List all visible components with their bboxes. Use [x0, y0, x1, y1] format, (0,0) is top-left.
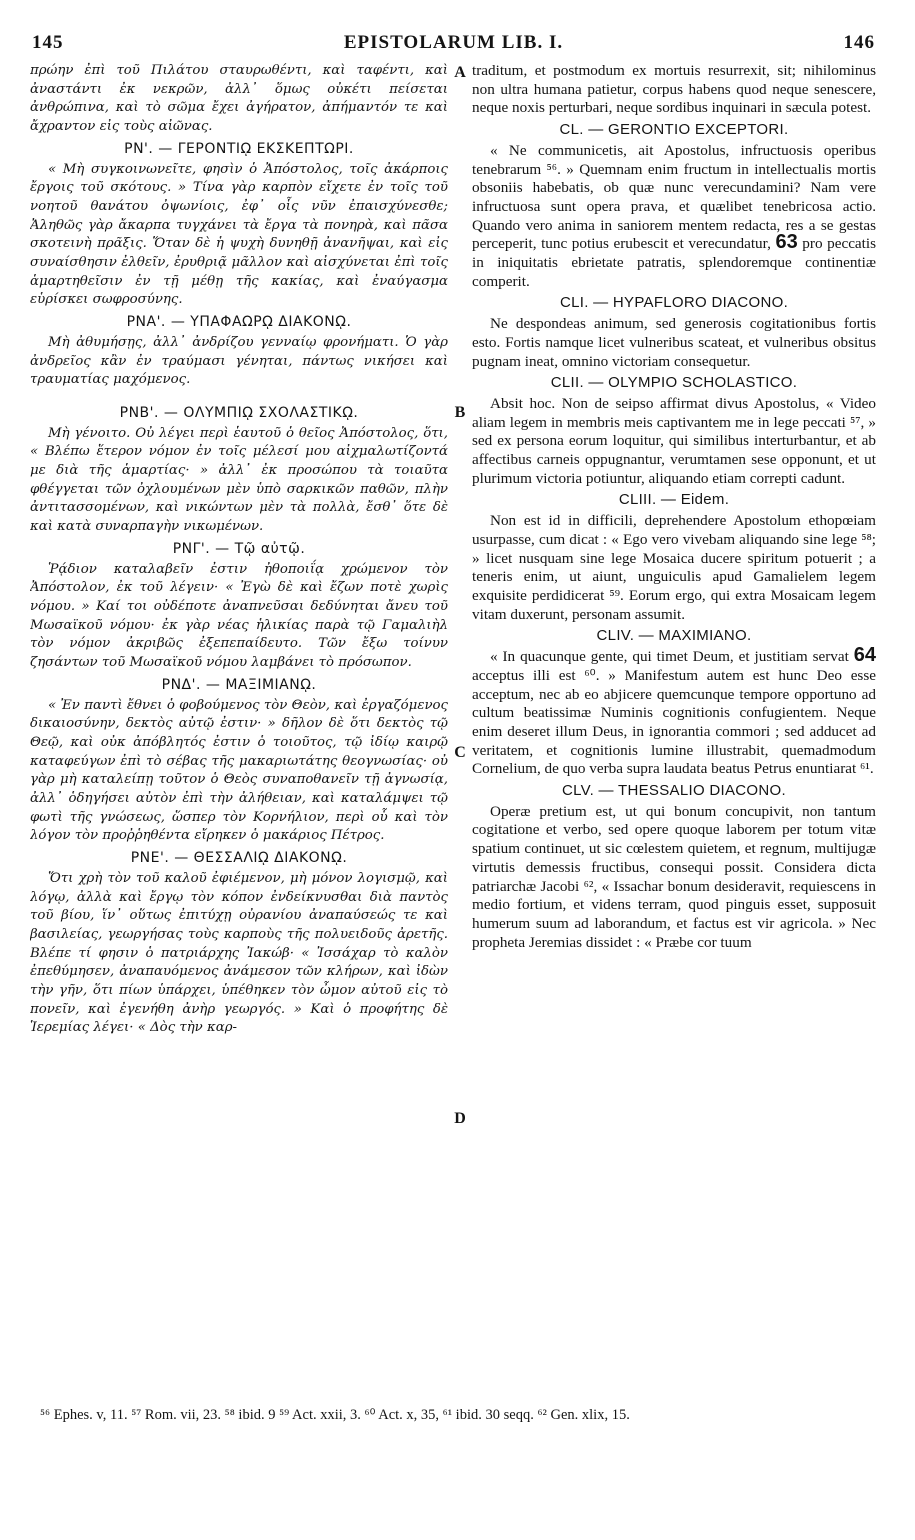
greek-letter-body: Μὴ γένοιτο. Οὐ λέγει περὶ ἑαυτοῦ ὁ θεῖος Ἀπόστολος, ὅτι, « Βλέπω ἕτερον νόμον ἐν τοῖς μέλεσί μου αἰχμαλωτίζοντά με διὰ τῆς ἁμαρτίας· » ἀλλ᾽ ἐκ προσώπου τὰ τοιαῦτα φθέγγεται τῶν ὀχλουμένων μὲν ὑπὸ σαρκικῶν παθῶν, πλὴν ἀντιτασσομένων, καὶ νικώντων μὲν τὰ πολλὰ, ἔσθ᾽ ὅτε δὲ καὶ κατὰ συναρπαγὴν νικωμένων. [30, 425, 448, 535]
greek-letter-heading: ΡΝΒ'. — ΟΛΥΜΠΙῼ ΣΧΟΛΑΣΤΙΚῼ. [119, 404, 359, 421]
greek-letter-heading: ΡΝ'. — ΓΕΡΟΝΤΙῼ ΕΚΣΚΕΠΤΩΡΙ. [124, 140, 354, 157]
greek-letter-heading: ΡΝΔ'. — ΜΑΞΙΜΙΑΝῼ. [161, 676, 317, 693]
page-number-right: 146 [843, 32, 875, 53]
latin-intro: traditum, et postmodum ex mortuis resurrexit, sit; nihilominus non ultra humana patietur, corpus habens quod neque senescere, neque noxis perturbari, neque sordibus inquinari in sæcula potest. [472, 62, 876, 117]
latin-letter-body [472, 142, 876, 292]
column-number: 64 [853, 644, 876, 667]
greek-letter-body: Ῥᾴδιον καταλαβεῖν ἐστιν ἠθοποιΐᾳ χρώμενον τὸν Ἀπόστολον, ἐκ τοῦ λέγειν· « Ἐγὼ δὲ καὶ ἔζων ποτὲ χωρὶς νόμου. » Καί τοι οὐδέποτε ἀναπνεῦσαι δεδύνηται ἄνευ τοῦ Μωσαϊκοῦ νόμου· ἐκ γὰρ νέας ἡλικίας παρὰ τῷ Γαμαλιὴλ τὸν νόμον ἀκριβῶς ἐξεπεπαίδευτο. Τῶν ἔξω τοίνυν ζησάντων τοῦ Μωσαϊκοῦ νόμου λαμβάνει τὸ πρόσωπον. [30, 561, 448, 671]
page-header [32, 32, 875, 58]
latin-letter-body: Ne despondeas animum, sed generosis cogitationibus fortis esto. Fortis namque licet vulneribus scateat, et vulneribus obsitus pugnam ineat, omnino victoriam consequetur. [472, 315, 876, 370]
latin-letter-text: pro peccatis in iniquitatis ebrietate patratis, splendoremque continentiæ comperit. [472, 235, 876, 290]
running-title: EPISTOLARUM LIB. I. [343, 32, 564, 53]
column-number: 63 [775, 231, 798, 254]
latin-letter-body: Absit hoc. Non de seipso affirmat divus Apostolus, « Video aliam legem in membris meis captivantem me in lege peccati ⁵⁷, » sed ex persona eorum loquitur, qui similibus interturbantur, et ab affectibus carneis oppugnantur, verumtamen sese opponunt, et ut plurimum victoria potiuntur, aliquando etiam correpti cadunt. [472, 394, 876, 487]
margin-letter-a: A [454, 64, 466, 81]
greek-letter-body: « Μὴ συγκοινωνεῖτε, φησὶν ὁ Ἀπόστολος, τοῖς ἀκάρποις ἔργοις τοῦ σκότους. » Τίνα γὰρ καρπὸν εἴχετε ἐν τοῖς τοῦ νοητοῦ θανάτου ὀψωνίοις, ἐφ᾽ οἷς νῦν ἐπαισχύνεσθε; Ἀληθῶς γὰρ ἄκαρπα τυγχάνει τὰ ἔργα τὰ πονηρὰ, καὶ πᾶσα σκοτεινὴ πρᾶξις. Ὅταν δὲ ἡ ψυχὴ δυνηθῇ ἀνανῆψαι, καὶ εἰς συναίσθησιν ἐλθεῖν, ἐρυθριᾷ μᾶλλον καὶ αἰσχύνεται ἐπὶ τοῖς ἁμαρτηθεῖσιν ἐν τῇ μέθῃ τῆς κακίας, καὶ ἐναύγασμα εὑρίσκει σωφροσύνης. [30, 161, 448, 308]
greek-letter-heading: ΡΝΕ'. — ΘΕΣΣΑΛΙῼ ΔΙΑΚΟΝῼ. [130, 850, 348, 867]
greek-letter-body: Ὅτι χρὴ τὸν τοῦ καλοῦ ἐφιέμενον, μὴ μόνον λογισμῷ, καὶ λόγῳ, ἀλλὰ καὶ ἔργῳ τὸν κόπον ἐνδείκνυσθαι διὰ παντὸς τοῦ βίου, ἵν᾽ οὕτως ἐπιτύχῃ οὐρανίου ἀναπαύσεώς τε καὶ βασιλείας, γεωργήσας τοὺς καρποὺς τῆς πολυειδοῦς ἀρετῆς. Βλέπε τί φησιν ὁ πατριάρχης Ἰακώβ· « Ἰσσάχαρ τὸ καλὸν ἐπεθύμησεν, ἀναπαυόμενος ἀνάμεσον τῶν κλήρων, καὶ ἰδὼν τὴν γῆν, ὅτι πίων ὑπάρχει, ὑπέθηκεν τὸν ὦμον αὐτοῦ εἰς τὸ πονεῖν, καὶ ἐγενήθη ἀνὴρ γεωργός. » Καὶ ὁ προφήτης δὲ Ἱερεμίας λέγει· « Δὸς τὴν καρ- [30, 870, 448, 1036]
latin-letter-text: « Ne communicetis, ait Apostolus, infructuosis operibus tenebrarum ⁵⁶. » Quemnam enim fructum in intellectualis mortis obsoniis habebatis, ob quæ nunc verecundamini? Nam vere infructuosa sunt opera prava, et quælibet tenebricosa actio. Quando vero anima in saniorem mentem redacta, res a se gestas perceperit, tunc potius erubescit et verecundatur, [472, 141, 876, 253]
greek-letter-body: Μὴ ἀθυμήσῃς, ἀλλ᾽ ἀνδρίζου γενναίῳ φρονήματι. Ὁ γὰρ ἀνδρεῖος κἂν ἐν τραύμασι γένηται, πάντως νικήσει καὶ τραυματίας μαχόμενος. [30, 334, 448, 388]
latin-letter-heading: CLII. — OLYMPIO SCHOLASTICO. [550, 374, 798, 392]
greek-column [30, 62, 448, 1408]
latin-letter-heading: CLIII. — Eidem. [618, 491, 730, 509]
greek-intro: πρώην ἐπὶ τοῦ Πιλάτου σταυρωθέντι, καὶ ταφέντι, καὶ ἀναστάντι ἐκ νεκρῶν, ἀλλ᾽ ὅμως οὐκέτι πείσεται ἀνθρώπινα, καὶ τὸ σῶμα ἔχει ἀγήρατον, ἀπήμαντόν τε καὶ ἄχραντον εἰς τοὺς αἰῶνας. [30, 63, 448, 135]
margin-letter-c: C [454, 744, 466, 761]
latin-letter-heading: CL. — GERONTIO EXCEPTORI. [559, 121, 789, 139]
margin-letter-b: B [454, 404, 466, 421]
latin-letter-heading: CLI. — HYPAFLORO DIACONO. [559, 294, 789, 312]
latin-letter-heading: CLV. — THESSALIO DIACONO. [562, 782, 786, 800]
latin-letter-body [472, 644, 876, 779]
latin-letter-text: « In quacunque gente, qui timet Deum, et justitiam servat [490, 648, 849, 666]
latin-letter-heading: CLIV. — MAXIMIANO. [596, 627, 752, 645]
margin-letter-d: D [454, 1110, 466, 1127]
latin-letter-text: acceptus illi est ⁶⁰. » Manifestum autem est hunc Deo esse acceptum, nec ab eo abjicere quemcunque tempore opportuno ad cultum beatissimæ Numinis cognitionis confugientem. Neque enim deseret illum Deus, in ignorantia commori ; sed adducet ad veritatem, et cognitionis lumine illustrabit, quemadmodum Cornelium, de quo verba supra laudata beatus Petrus enuntiarat ⁶¹. [472, 666, 876, 778]
page-number-left: 145 [32, 32, 64, 53]
latin-letter-body: Operæ pretium est, ut qui bonum concupivit, non tantum cogitatione et verbo, sed opere quoque laborem per totum vitæ spatium continuet, ut sic cœlestem quietem, et regnum, multijugæ virtutis demessis fructibus, consequi possit. Considera dicta patriarchæ Jacobi ⁶², « Issachar bonum desideravit, requiescens in medio fortium, et videns terram, quod pinguis esset, supposuit humerum suum ad laborandum, et factus est vir agricola. » Nec propheta Jeremias dissidet : « Præbe cor tuum [472, 802, 876, 951]
greek-letter-heading: ΡΝΓ'. — Τῷ αὐτῷ. [172, 540, 306, 557]
footnotes: ⁵⁶ Ephes. v, 11. ⁵⁷ Rom. vii, 23. ⁵⁸ ibid. 9 ⁵⁹ Act. xxii, 3. ⁶⁰ Act. x, 35, ⁶¹ ibid. 30 seqq. ⁶² Gen. xlix, 15. [40, 1407, 630, 1423]
greek-letter-heading: ΡΝΑ'. — ΥΠΑΦΑΩΡῼ ΔΙΑΚΟΝῼ. [126, 314, 352, 331]
latin-letter-body: Non est id in difficili, deprehendere Apostolum ethopœiam usurpasse, cum dicat : « Ego vero vivebam aliquando sine lege ⁵⁸; » licet nusquam sine lege Mosaica ducere spiritum potuerit ; a teneris enim, ut aiunt, unguiculis apud Gamalielem legem exquisite perdidicerat ⁵⁹. Eorum ergo, qui extra Mosaicam legem vitam duxerunt, personam assumit. [472, 512, 876, 623]
greek-letter-body: « Ἐν παντὶ ἔθνει ὁ φοβούμενος τὸν Θεὸν, καὶ ἐργαζόμενος δικαιοσύνην, δεκτὸς αὐτῷ ἐστιν· » δῆλον δὲ ὅτι δεκτὸς τῷ Θεῷ, καὶ οὐκ ἀπόβλητός ἐστιν ὁ τοιοῦτος, τῷ ἰδίῳ καιρῷ καταφεύγων ἐπὶ τὸ σέβας τῆς μακαριωτάτης θεογνωσίας· οὐ γὰρ μὴ καταλείπῃ τοῦτον ὁ Θεὸς συναποθανεῖν τῇ ἀγνωσίᾳ, ἀλλ᾽ ὁδηγήσει αὐτὸν ἐπὶ τὴν ἀλήθειαν, καὶ καταλάμψει τῷ φωτὶ τῆς γνώσεως, ὥσπερ τὸν Κορνήλιον, περὶ οὗ καὶ τὸν λόγον τὸν προῤῥηθέντα εἴρηκεν ὁ μακάριος Πέτρος. [30, 697, 448, 844]
latin-column [472, 62, 876, 1408]
